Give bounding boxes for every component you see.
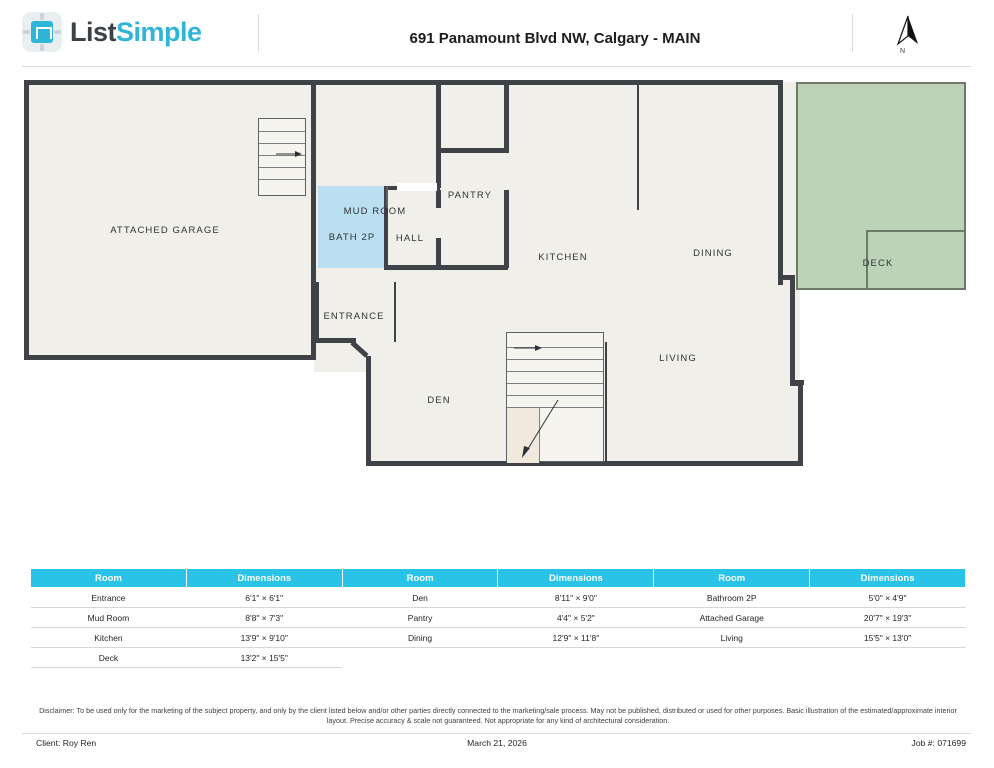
cell-room: Deck: [31, 648, 187, 668]
wall-exterior-bottom-garage: [24, 355, 316, 360]
wall-exterior-top-left: [24, 80, 316, 85]
label-entrance: ENTRANCE: [323, 311, 385, 322]
table-row: [31, 588, 966, 608]
label-pantry: PANTRY: [447, 190, 493, 201]
label-mud-room: MUD ROOM: [343, 206, 407, 217]
wall-pantry-stub: [436, 148, 441, 188]
th-dimensions-3: Dimensions: [810, 569, 966, 588]
brand-name: [70, 17, 202, 48]
th-dimensions-2: Dimensions: [498, 569, 654, 588]
cell-dimensions: [810, 648, 966, 668]
cell-dimensions: [498, 648, 654, 668]
page-title: 691 Panamount Blvd NW, Calgary - MAIN: [409, 30, 701, 47]
stair-upper-arrow: [276, 146, 302, 156]
cell-room: Den: [342, 588, 498, 608]
th-room-2: Room: [342, 569, 498, 588]
house-logo-icon: [22, 12, 62, 52]
wall-exterior-right-bottom: [798, 380, 803, 466]
page-footer: [0, 738, 994, 758]
label-kitchen: KITCHEN: [538, 252, 588, 263]
stair-center-arrow-down: [520, 400, 560, 460]
report-date: March 21, 2026: [467, 738, 527, 748]
wall-kitchen-dining-divider: [637, 82, 639, 210]
cell-room: Attached Garage: [654, 608, 810, 628]
wall-pantry-bottom: [436, 148, 508, 153]
table-row: [31, 608, 966, 628]
compass-north-arrow-icon: [888, 14, 926, 58]
cell-room: Kitchen: [31, 628, 187, 648]
wall-exterior-top-mid: [314, 80, 782, 85]
deck-step: [866, 230, 964, 232]
job-number: Job #: 071699: [911, 738, 966, 748]
th-room-1: Room: [31, 569, 187, 588]
table-row: [31, 628, 966, 648]
deck-border-left: [796, 82, 798, 290]
label-living: LIVING: [659, 353, 697, 364]
brand-logo[interactable]: [22, 12, 202, 52]
wall-exterior-left: [24, 80, 29, 360]
cell-room: Living: [654, 628, 810, 648]
wall-exterior-right-lower: [790, 320, 795, 384]
th-dimensions-1: Dimensions: [186, 569, 342, 588]
disclaimer-text: Disclaimer: To be used only for the marketing of the subject property, and only by the client listed below and/or other parties directly connected to the marketing/sale process. May not be published, distributed or used for other purposes. Basic illustration of the estimated/approximate interior layout. Precise accuracy & scale not guaranteed. Not appropriate for any kind of architectural consideration.: [39, 706, 957, 726]
wall-mudroom-right: [436, 80, 441, 150]
client-name: Client: Roy Ren: [36, 738, 97, 748]
cell-room: Mud Room: [31, 608, 187, 628]
label-attached-garage: ATTACHED GARAGE: [110, 225, 220, 236]
cell-dimensions: 12'9" × 11'8": [498, 628, 654, 648]
cell-dimensions: 4'4" × 5'2": [498, 608, 654, 628]
deck-border-top: [796, 82, 966, 84]
wall-bath-door-jamb: [386, 186, 388, 208]
label-hall: HALL: [395, 233, 425, 244]
room-bath-2p: [318, 186, 386, 268]
cell-room: Bathroom 2P: [654, 588, 810, 608]
header-divider-left: [258, 14, 259, 52]
th-room-3: Room: [654, 569, 810, 588]
bottom-spacer: [0, 760, 994, 768]
cell-room: Dining: [342, 628, 498, 648]
label-dining: DINING: [693, 248, 733, 259]
wall-entrance-left: [316, 338, 356, 343]
table-row: [31, 648, 966, 668]
compass-label: N: [900, 48, 906, 55]
wall-hall-bottom: [386, 265, 508, 270]
wall-pantry-right: [504, 80, 509, 153]
wall-living-right-stub: [790, 382, 798, 386]
cell-room: [654, 648, 810, 668]
deck-border-bottom: [796, 288, 966, 290]
brand-name-part2: Simple: [116, 16, 202, 47]
wall-exterior-right-upper: [778, 80, 783, 285]
dimension-table-wrap: [30, 568, 966, 668]
cell-dimensions: 8'8" × 7'3": [186, 608, 342, 628]
cell-dimensions: 13'2" × 15'5": [186, 648, 342, 668]
stair-center-arrow-up: [514, 340, 542, 350]
page-header: [0, 0, 994, 66]
cell-dimensions: 15'5" × 13'0": [810, 628, 966, 648]
label-den: DEN: [427, 395, 451, 406]
wall-exterior-left-lower: [366, 356, 371, 466]
wall-kitchen-dining-wall: [504, 190, 509, 268]
header-rule: [22, 66, 972, 67]
cell-room: Pantry: [342, 608, 498, 628]
brand-name-part1: List: [70, 16, 117, 47]
wall-exterior-right-mid: [790, 275, 795, 323]
label-bath-2p: BATH 2P: [328, 232, 376, 243]
dimension-table: [30, 568, 966, 668]
cell-room: Entrance: [31, 588, 187, 608]
cell-dimensions: 6'1" × 6'1": [186, 588, 342, 608]
cell-room: [342, 648, 498, 668]
wall-exterior-right-jog: [778, 275, 794, 280]
cell-dimensions: 20'7" × 19'3": [810, 608, 966, 628]
table-header-row: [31, 569, 966, 588]
cell-dimensions: 5'0" × 4'9": [810, 588, 966, 608]
header-divider-right: [852, 14, 853, 52]
footer-rule: [22, 733, 972, 734]
floorplan-drawing: [0, 70, 994, 490]
deck-border-right: [964, 82, 966, 290]
cell-dimensions: 13'9" × 9'10": [186, 628, 342, 648]
label-deck: DECK: [862, 258, 894, 269]
wall-den-living-divider: [605, 342, 607, 462]
cell-dimensions: 8'11" × 9'0": [498, 588, 654, 608]
